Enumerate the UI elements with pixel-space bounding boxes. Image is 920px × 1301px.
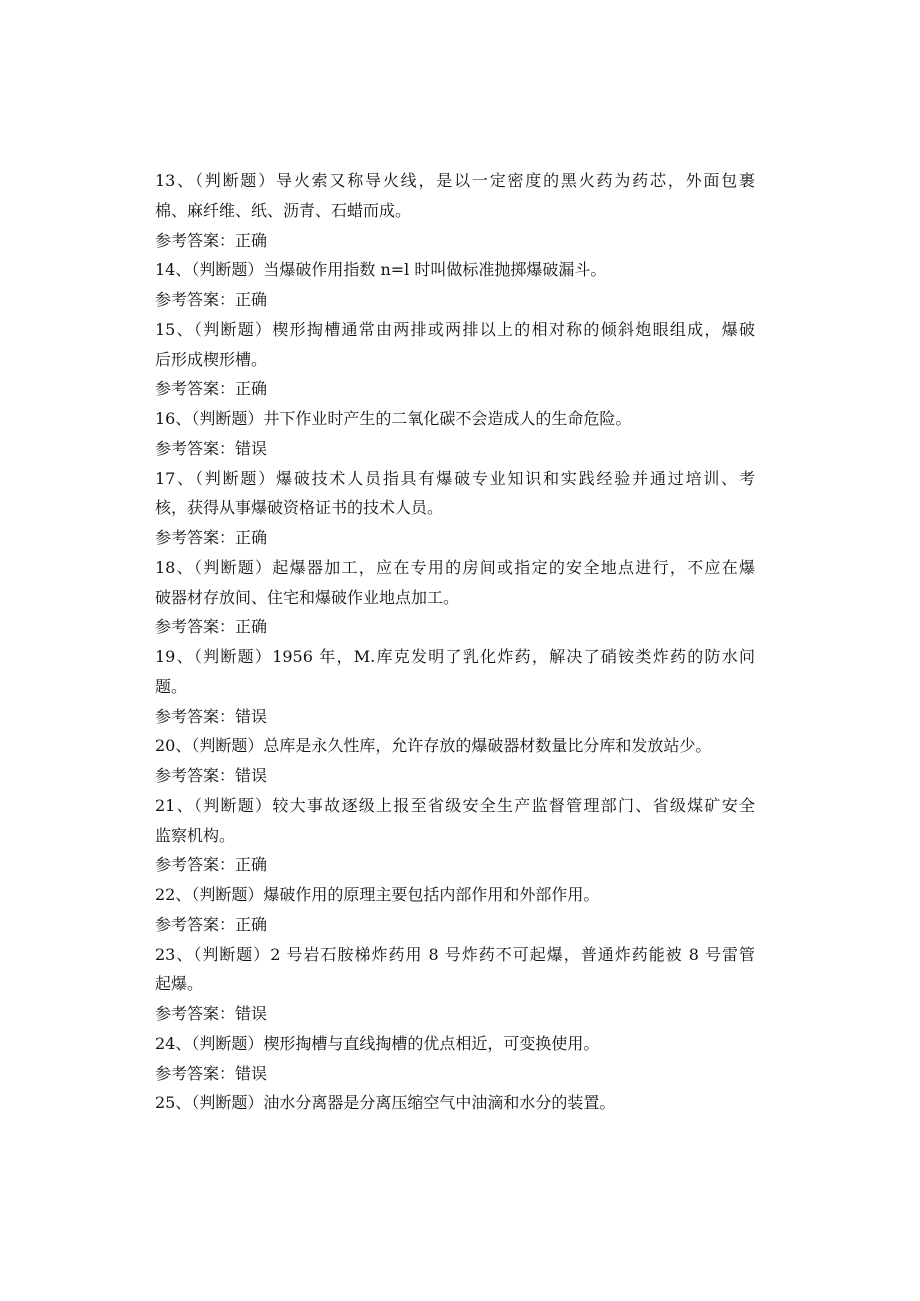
answer-text: 参考答案：正确 — [155, 290, 268, 309]
question-text: 棉、麻纤维、纸、沥青、石蜡而成。 — [155, 200, 412, 220]
question-text: 20、（判断题）总库是永久性库，允许存放的爆破器材数量比分库和发放站少。 — [155, 736, 712, 756]
question-22 — [155, 880, 755, 940]
question-text: 13、（判断题）导火索又称导火线，是以一定密度的黑火药为药芯，外面包裹 — [155, 171, 755, 190]
question-text: 起爆。 — [155, 974, 204, 994]
question-20 — [155, 731, 755, 791]
answer-text: 参考答案：错误 — [155, 438, 268, 458]
question-23 — [155, 940, 755, 1029]
question-text: 16、（判断题）井下作业时产生的二氧化碳不会造成人的生命危险。 — [155, 409, 632, 428]
question-text: 18、（判断题）起爆器加工，应在专用的房间或指定的安全地点进行，不应在爆 — [155, 557, 755, 577]
question-text: 核，获得从事爆破资格证书的技术人员。 — [155, 498, 444, 518]
answer-text: 参考答案：正确 — [155, 914, 268, 934]
question-text: 题。 — [155, 676, 188, 696]
question-text: 23、（判断题）2 号岩石胺梯炸药用 8 号炸药不可起爆，普通炸药能被 8 号雷管 — [155, 944, 755, 964]
question-text: 破器材存放间、住宅和爆破作业地点加工。 — [155, 587, 460, 607]
question-text: 15、（判断题）楔形掏槽通常由两排或两排以上的相对称的倾斜炮眼组成，爆破 — [155, 319, 755, 339]
question-25 — [155, 1088, 755, 1118]
question-21 — [155, 791, 755, 880]
question-text: 后形成楔形槽。 — [155, 349, 268, 369]
answer-text: 参考答案：正确 — [155, 855, 268, 875]
question-13 — [155, 166, 755, 255]
question-15 — [155, 315, 755, 404]
question-text: 17、（判断题）爆破技术人员指具有爆破专业知识和实践经验并通过培训、考 — [155, 468, 755, 488]
question-18 — [155, 553, 755, 642]
answer-text: 参考答案：正确 — [155, 230, 268, 250]
question-16 — [155, 404, 755, 464]
document-page — [155, 166, 755, 1118]
question-24 — [155, 1029, 755, 1089]
question-text: 监察机构。 — [155, 825, 236, 845]
answer-text: 参考答案：错误 — [155, 1004, 268, 1023]
question-text: 25、（判断题）油水分离器是分离压缩空气中油滴和水分的装置。 — [155, 1093, 616, 1113]
answer-text: 参考答案：正确 — [155, 617, 268, 637]
question-text: 21、（判断题）较大事故逐级上报至省级安全生产监督管理部门、省级煤矿安全 — [155, 795, 755, 815]
answer-text: 参考答案：错误 — [155, 706, 268, 726]
answer-text: 参考答案：错误 — [155, 1063, 268, 1083]
answer-text: 参考答案：正确 — [155, 379, 268, 399]
question-14 — [155, 255, 755, 315]
answer-text: 参考答案：正确 — [155, 528, 268, 547]
question-19 — [155, 642, 755, 731]
question-text: 14、（判断题）当爆破作用指数 n=l 时叫做标准抛掷爆破漏斗。 — [155, 260, 607, 280]
answer-text: 参考答案：错误 — [155, 766, 268, 785]
question-text: 19、（判断题）1956 年，M.库克发明了乳化炸药，解决了硝铵类炸药的防水问 — [155, 647, 755, 666]
question-17 — [155, 464, 755, 553]
question-text: 24、（判断题）楔形掏槽与直线掏槽的优点相近，可变换使用。 — [155, 1033, 600, 1053]
question-text: 22、（判断题）爆破作用的原理主要包括内部作用和外部作用。 — [155, 885, 600, 904]
